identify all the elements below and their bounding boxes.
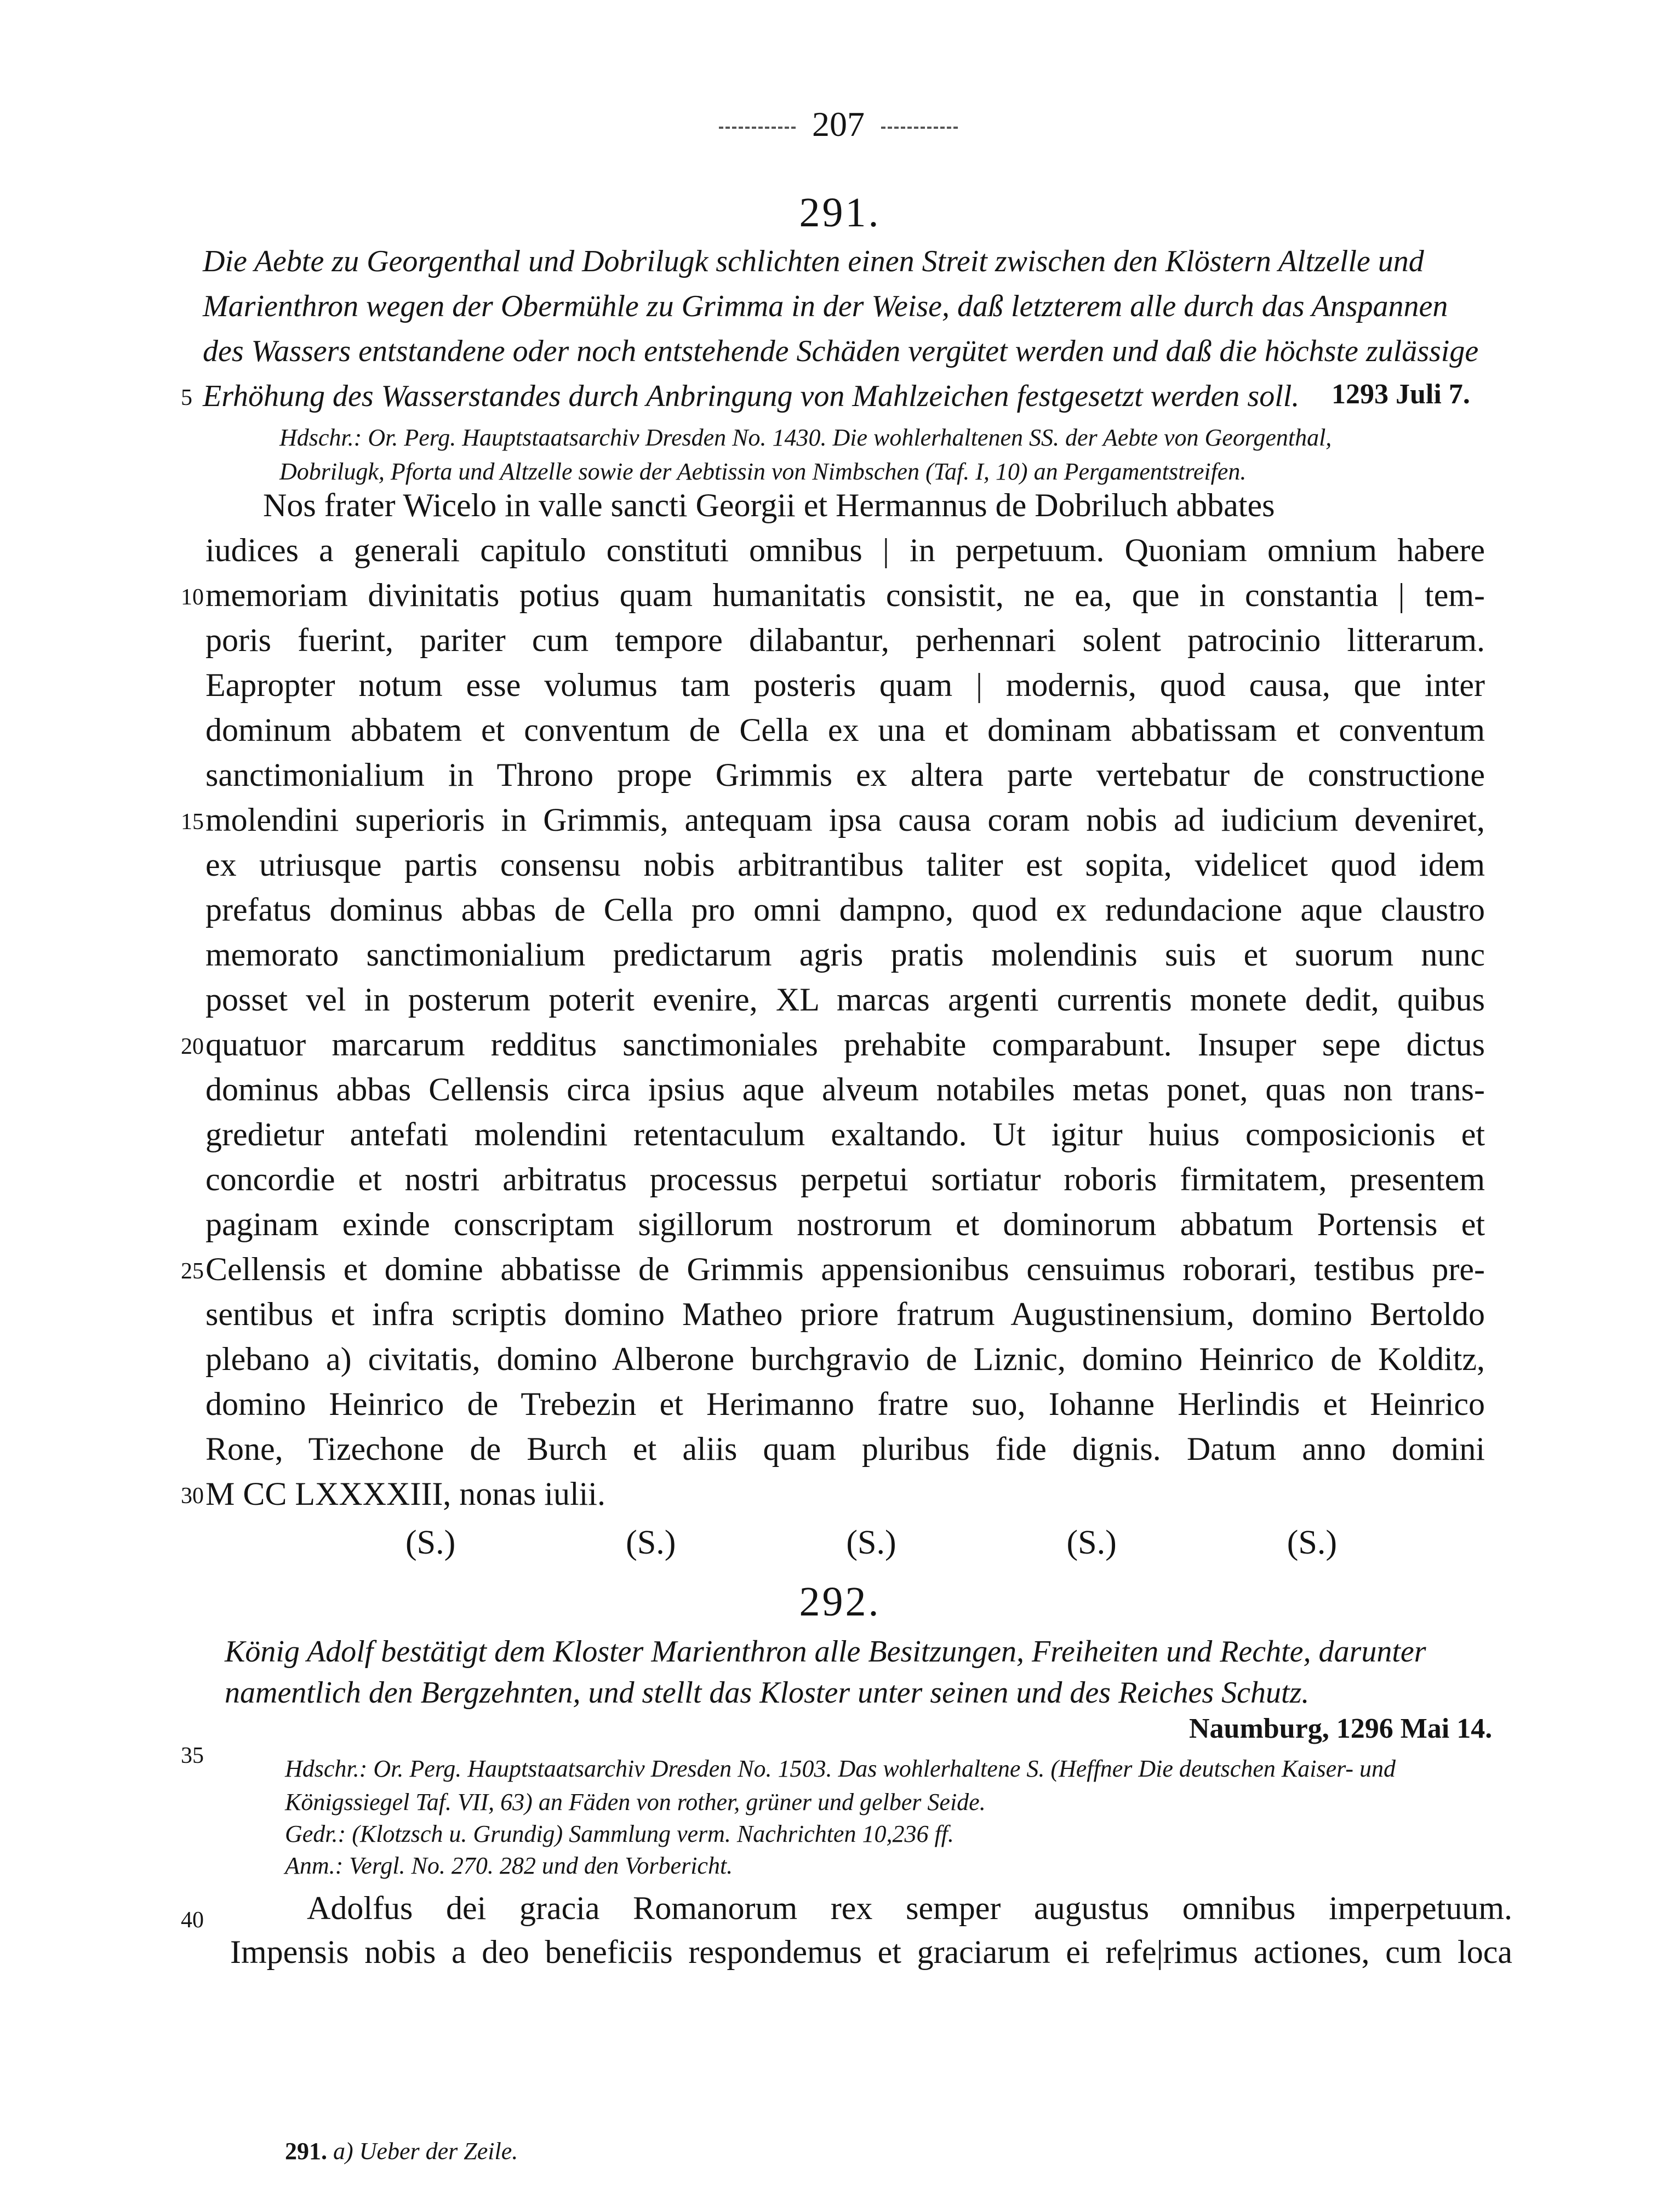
footnote-ref: 291.	[285, 2138, 327, 2165]
doc-291-text-line: iudices a generali capitulo constituti omnibus | in perpetuum. Quoniam omnium habere	[205, 532, 1485, 568]
line-number: 30	[181, 1483, 204, 1509]
doc-291-text-line: Cellensis et domine abbatisse de Grimmis appensionibus censuimus roborari, testibus pre-	[205, 1251, 1485, 1287]
doc-291-text-line: domino Heinrico de Trebezin et Herimanno fratre suo, Iohanne Herlindis et Heinrico	[205, 1386, 1485, 1422]
doc-291-text-line: Nos frater Wicelo in valle sancti Georgii et Hermannus de Dobriluch abbates	[263, 487, 1275, 523]
line-number: 5	[181, 385, 192, 410]
doc-292-text-line: Adolfus dei gracia Romanorum rex semper augustus omnibus imperpetuum.	[307, 1890, 1512, 1926]
doc-291-source-line: Dobrilugk, Pforta und Altzelle sowie der Aebtissin von Nimbschen (Taf. I, 10) an Pergamentstreifen.	[279, 458, 1247, 485]
doc-291-regest-line	[203, 375, 1299, 418]
doc-291-text-line: poris fuerint, pariter cum tempore dilabantur, perhennari solent patrocinio litterarum.	[205, 622, 1485, 658]
doc-292-source-line: Gedr.: (Klotzsch u. Grundig) Sammlung verm. Nachrichten 10,236 ff.	[285, 1820, 954, 1847]
doc-292-source-line: Anm.: Vergl. No. 270. 282 und den Vorbericht.	[285, 1852, 733, 1879]
doc-291-regest-last: Erhöhung des Wasserstandes durch Anbringung von Mahlzeichen festgesetzt werden soll.	[203, 379, 1300, 413]
line-number: 35	[181, 1743, 204, 1768]
doc-291-text-line: paginam exinde conscriptam sigillorum nostrorum et dominorum abbatum Portensis et	[205, 1206, 1485, 1242]
line-number: 25	[181, 1259, 204, 1284]
doc-292-date: Naumburg, 1296 Mai 14.	[1189, 1713, 1493, 1744]
doc-291-regest-line: des Wassers entstandene oder noch entstehende Schäden vergütet werden und daß die höchste zulässige	[203, 334, 1479, 368]
doc-292-source-line: Königssiegel Taf. VII, 63) an Fäden von rother, grüner und gelber Seide.	[285, 1789, 986, 1816]
doc-291-text-line: memoriam divinitatis potius quam humanitatis consistit, ne ea, que in constantia | tem-	[205, 577, 1485, 613]
doc-291-text-line: ex utriusque partis consensu nobis arbitrantibus taliter est sopita, videlicet quod idem	[205, 847, 1485, 883]
doc-292-source-line: Hdschr.: Or. Perg. Hauptstaatsarchiv Dresden No. 1503. Das wohlerhaltene S. (Heffner Die deutschen Kaiser- und	[285, 1755, 1396, 1782]
doc-291-text-line: M CC LXXXXIII, nonas iulii.	[205, 1476, 605, 1512]
page-number: 207	[812, 105, 865, 144]
doc-291-text-line: memorato sanctimonialium predictarum agris pratis molendinis suis et suorum nunc	[205, 937, 1485, 973]
line-number: 20	[181, 1034, 204, 1059]
footnote-text: a) Ueber der Zeile.	[333, 2138, 518, 2165]
doc-291-text-line: posset vel in posterum poterit evenire, XL marcas argenti currentis monete dedit, quibus	[205, 981, 1485, 1018]
doc-291-text-line: concordie et nostri arbitratus processus perpetui sortiatur roboris firmitatem, presentem	[205, 1161, 1485, 1197]
doc-292-regest-line: König Adolf bestätigt dem Kloster Marienthron alle Besitzungen, Freiheiten und Rechte, darunter	[225, 1635, 1426, 1669]
doc-291-text-line: Rone, Tizechone de Burch et aliis quam pluribus fide dignis. Datum anno domini	[205, 1431, 1485, 1467]
doc-291-source-line: Hdschr.: Or. Perg. Hauptstaatsarchiv Dresden No. 1430. Die wohlerhaltenen SS. der Aebte von Georgenthal,	[279, 424, 1332, 451]
doc-292-regest-line: namentlich den Bergzehnten, und stellt das Kloster unter seinen und des Reiches Schutz.	[225, 1676, 1310, 1710]
doc-292-number: 292.	[799, 1579, 881, 1625]
doc-291-number: 291.	[799, 190, 881, 236]
doc-291-text-line: Eapropter notum esse volumus tam posteris quam | modernis, quod causa, que inter	[205, 667, 1485, 703]
doc-291-regest-line: Die Aebte zu Georgenthal und Dobrilugk schlichten einen Streit zwischen den Klöstern Altzelle und	[203, 244, 1424, 278]
page-header	[685, 104, 992, 148]
seal-mark: (S.)	[846, 1524, 896, 1561]
doc-291-date: 1293 Juli 7.	[1332, 379, 1470, 410]
seal-mark: (S.)	[1066, 1524, 1117, 1561]
doc-291-text-line: dominus abbas Cellensis circa ipsius aque alveum notabiles metas ponet, quas non trans-	[205, 1071, 1485, 1107]
doc-291-text-line: plebano a) civitatis, domino Alberone burchgravio de Liznic, domino Heinrico de Kolditz,	[205, 1341, 1485, 1377]
line-number: 40	[181, 1908, 204, 1933]
header-rule-right	[881, 127, 958, 129]
doc-291-text-line: prefatus dominus abbas de Cella pro omni dampno, quod ex redundacione aque claustro	[205, 892, 1485, 928]
footnote	[285, 2137, 518, 2165]
doc-291-regest-line: Marienthron wegen der Obermühle zu Grimma in der Weise, daß letzterem alle durch das Anspannen	[203, 289, 1448, 323]
doc-291-text-line: sanctimonialium in Throno prope Grimmis ex altera parte vertebatur de constructione	[205, 757, 1485, 793]
header-rule-left	[719, 127, 796, 129]
doc-292-text-line: Impensis nobis a deo beneficiis respondemus et graciarum ei refe|rimus actiones, cum loca	[230, 1934, 1512, 1970]
seal-mark: (S.)	[626, 1524, 676, 1561]
doc-291-text-line: molendini superioris in Grimmis, antequam ipsa causa coram nobis ad iudicium deveniret,	[205, 802, 1485, 838]
line-number: 15	[181, 809, 204, 835]
doc-291-text-line: quatuor marcarum redditus sanctimoniales prehabite comparabunt. Insuper sepe dictus	[205, 1026, 1485, 1063]
doc-291-text-line: gredietur antefati molendini retentaculum exaltando. Ut igitur huius composicionis et	[205, 1116, 1485, 1152]
doc-291-text-line: dominum abbatem et conventum de Cella ex una et dominam abbatissam et conventum	[205, 712, 1485, 748]
seal-mark: (S.)	[1287, 1524, 1337, 1561]
doc-291-text-line: sentibus et infra scriptis domino Matheo priore fratrum Augustinensium, domino Bertoldo	[205, 1296, 1485, 1332]
line-number: 10	[181, 585, 204, 610]
seal-mark: (S.)	[405, 1524, 456, 1561]
